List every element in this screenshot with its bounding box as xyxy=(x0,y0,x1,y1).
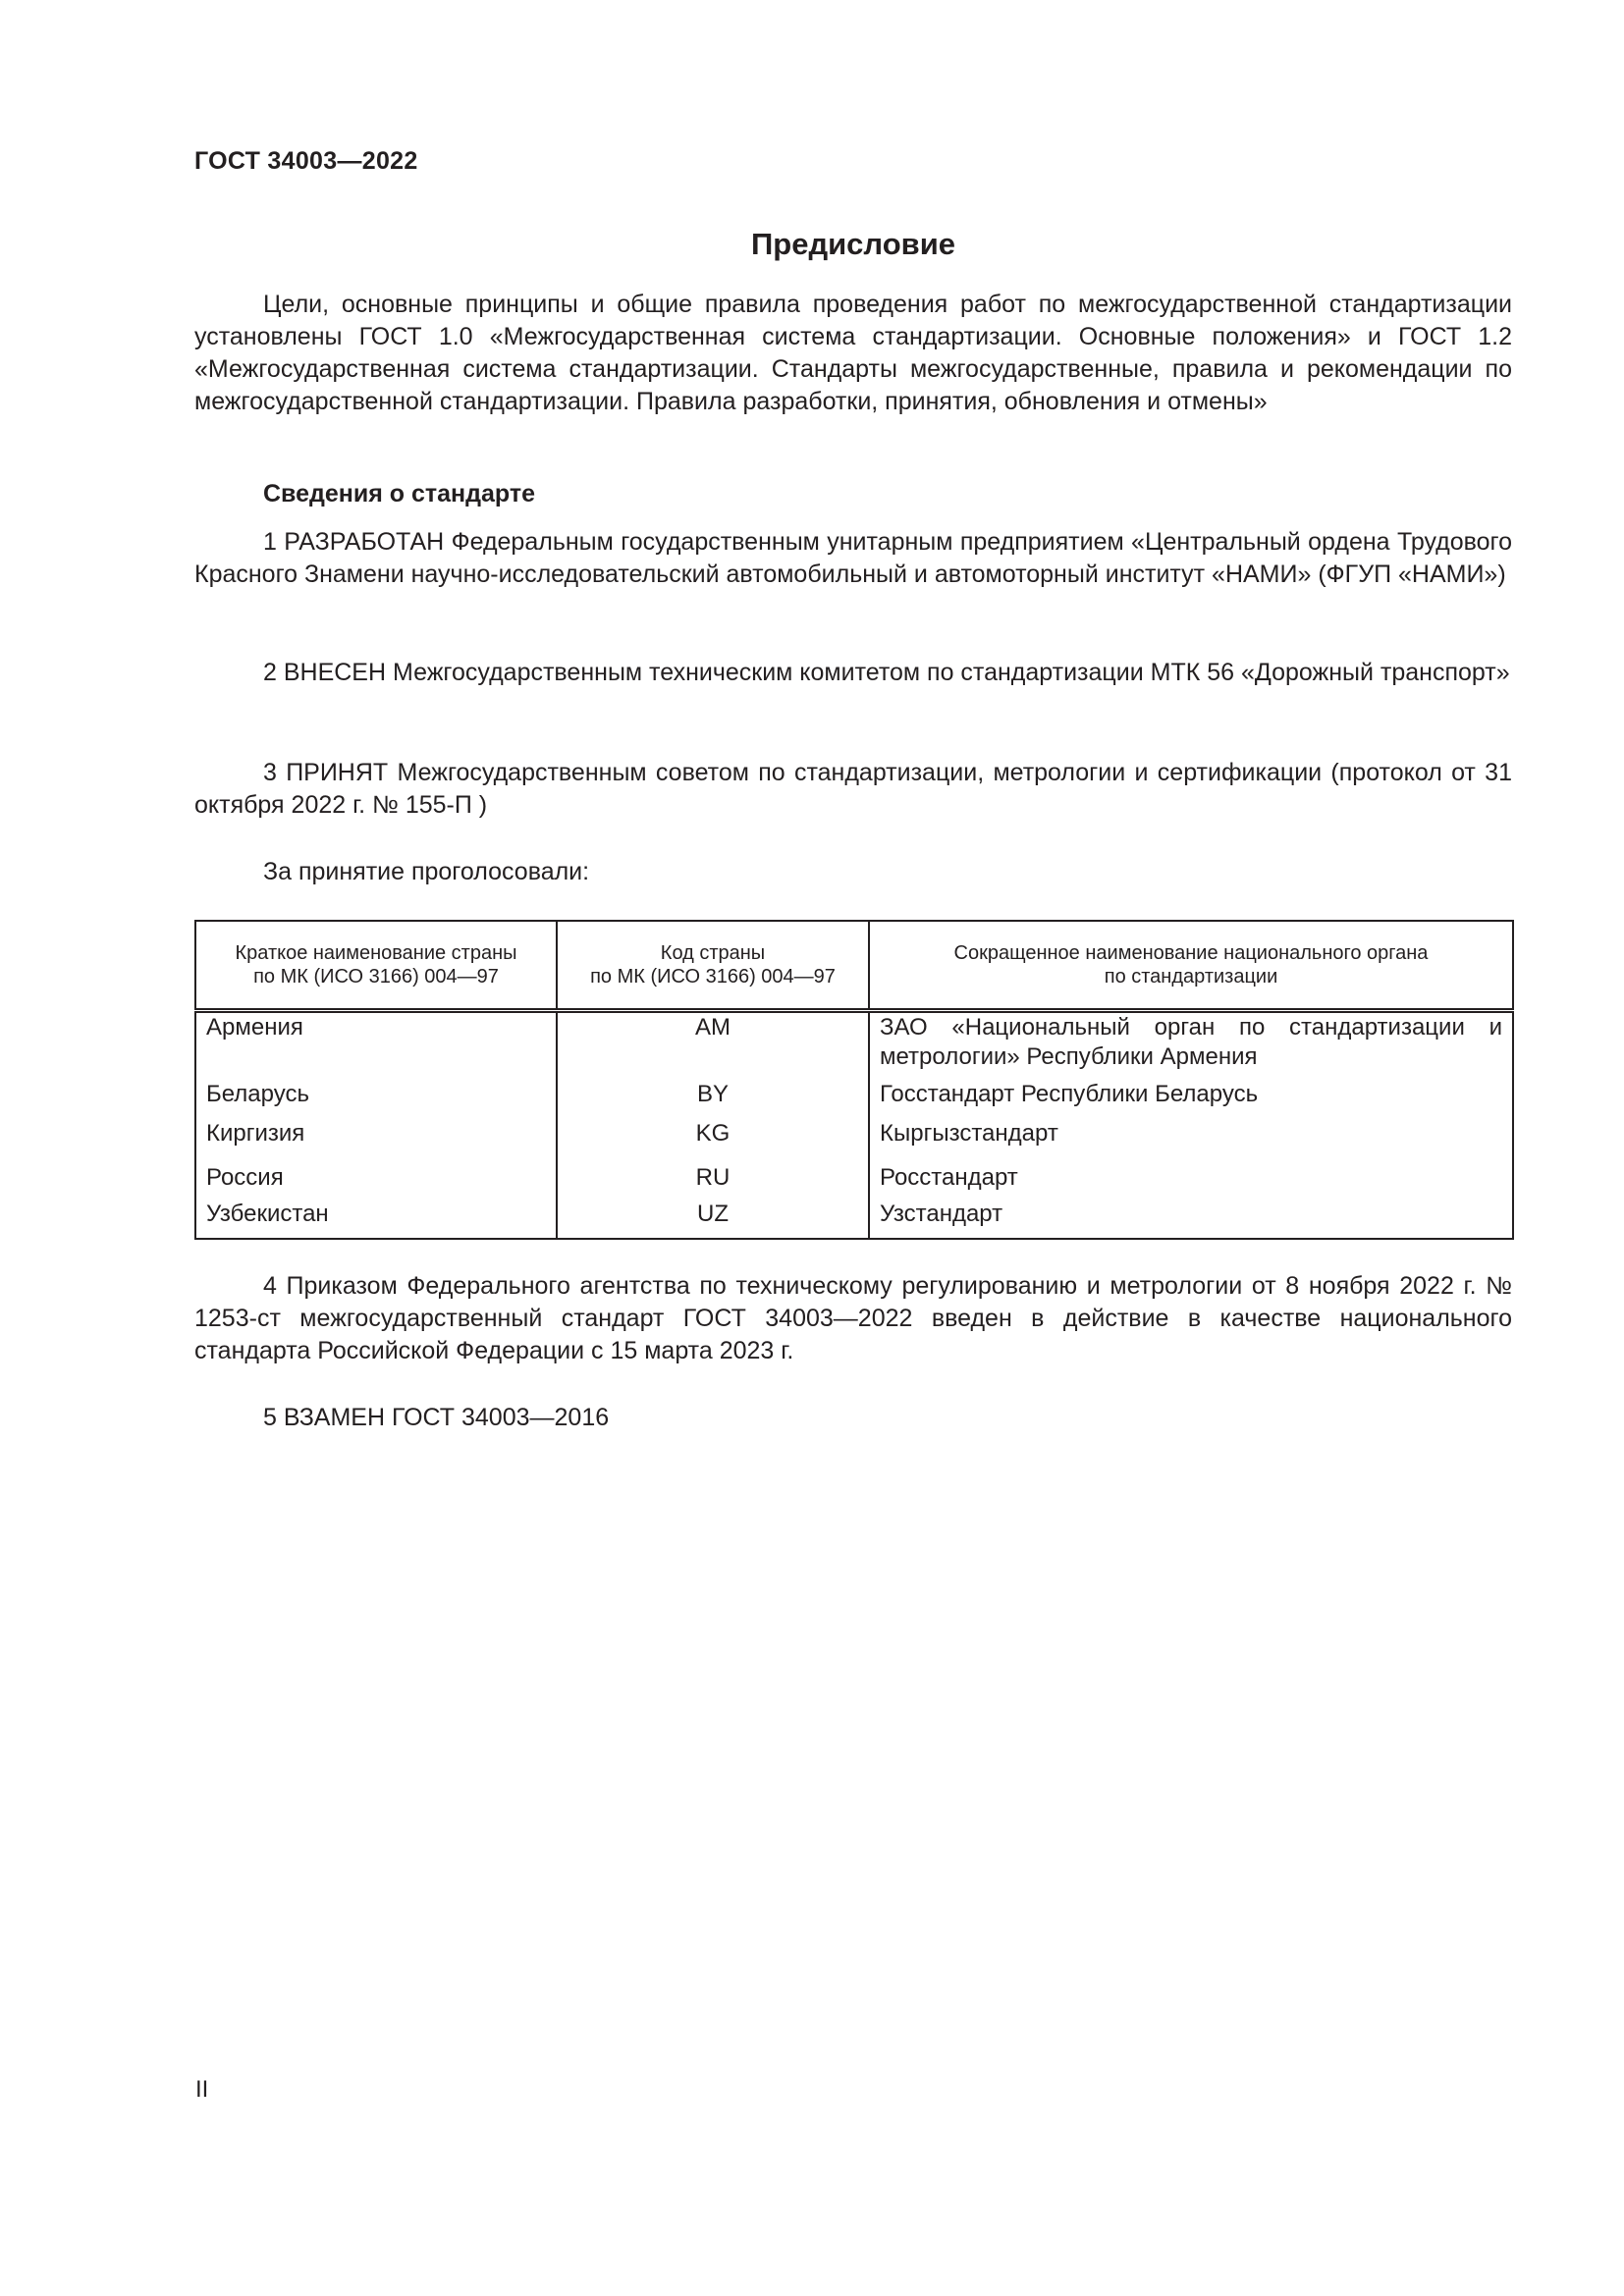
table-row xyxy=(195,1119,1513,1163)
authority-cell: Узстандарт xyxy=(869,1200,1513,1239)
table-row xyxy=(195,1080,1513,1119)
country-cell: Армения xyxy=(195,1011,557,1080)
item-enacted: 4 Приказом Федерального агентства по техническому регулированию и метрологии от 8 ноября 2022 г. № 1253-ст межгосударственный стандарт ГОСТ 34003—2022 введен в действие в качестве национального стандарта Российской Федерации с 15 марта 2023 г. xyxy=(194,1272,1512,1364)
authority-cell: Кыргызстандарт xyxy=(869,1119,1513,1163)
item-submitted: 2 ВНЕСЕН Межгосударственным техническим комитетом по стандартизации МТК 56 «Дорожный транспорт» xyxy=(263,659,1510,686)
column-header-authority: Сокращенное наименование национального органа по стандартизации xyxy=(869,921,1513,1011)
table-row xyxy=(195,1163,1513,1200)
authority-cell: Росстандарт xyxy=(869,1163,1513,1200)
country-cell: Беларусь xyxy=(195,1080,557,1119)
intro-paragraph: Цели, основные принципы и общие правила проведения работ по межгосударственной стандартизации установлены ГОСТ 1.0 «Межгосударственная система стандартизации. Основные положения» и ГОСТ 1.2 «Межгосударственная система стандартизации. Стандарты межгосударственные, правила и рекомендации по межгосударственной стандартизации. Правила разработки, принятия, обновления и отмены» xyxy=(194,291,1512,415)
code-cell: AM xyxy=(557,1011,869,1080)
item-replaces: 5 ВЗАМЕН ГОСТ 34003—2016 xyxy=(263,1404,610,1431)
country-cell: Киргизия xyxy=(195,1119,557,1163)
page-title: Предисловие xyxy=(750,227,955,261)
country-cell: Узбекистан xyxy=(195,1200,557,1239)
item-developed: 1 РАЗРАБОТАН Федеральным государственным унитарным предприятием «Центральный ордена Трудового Красного Знамени научно-исследовательский автомобильный и автомоторный институт «НАМИ» (ФГУП «НАМИ») xyxy=(194,528,1512,588)
code-cell: BY xyxy=(557,1080,869,1119)
section-title: Сведения о стандарте xyxy=(263,480,536,507)
column-header-code: Код страны по МК (ИСО 3166) 004—97 xyxy=(557,921,869,1011)
code-cell: UZ xyxy=(557,1200,869,1239)
voting-table xyxy=(194,920,1514,1240)
table-header-row xyxy=(195,921,1513,1011)
document-header: ГОСТ 34003—2022 xyxy=(194,147,418,175)
page-number: II xyxy=(195,2076,209,2103)
item-adopted: 3 ПРИНЯТ Межгосударственным советом по стандартизации, метрологии и сертификации (протокол от 31 октября 2022 г. № 155-П ) xyxy=(194,759,1512,819)
column-header-country: Краткое наименование страны по МК (ИСО 3166) 004—97 xyxy=(195,921,557,1011)
voting-intro: За принятие проголосовали: xyxy=(263,858,590,885)
authority-cell: ЗАО «Национальный орган по стандартизации и метрологии» Республики Армения xyxy=(869,1011,1513,1080)
code-cell: KG xyxy=(557,1119,869,1163)
authority-cell: Госстандарт Республики Беларусь xyxy=(869,1080,1513,1119)
code-cell: RU xyxy=(557,1163,869,1200)
table-row xyxy=(195,1200,1513,1239)
table-row xyxy=(195,1011,1513,1080)
country-cell: Россия xyxy=(195,1163,557,1200)
